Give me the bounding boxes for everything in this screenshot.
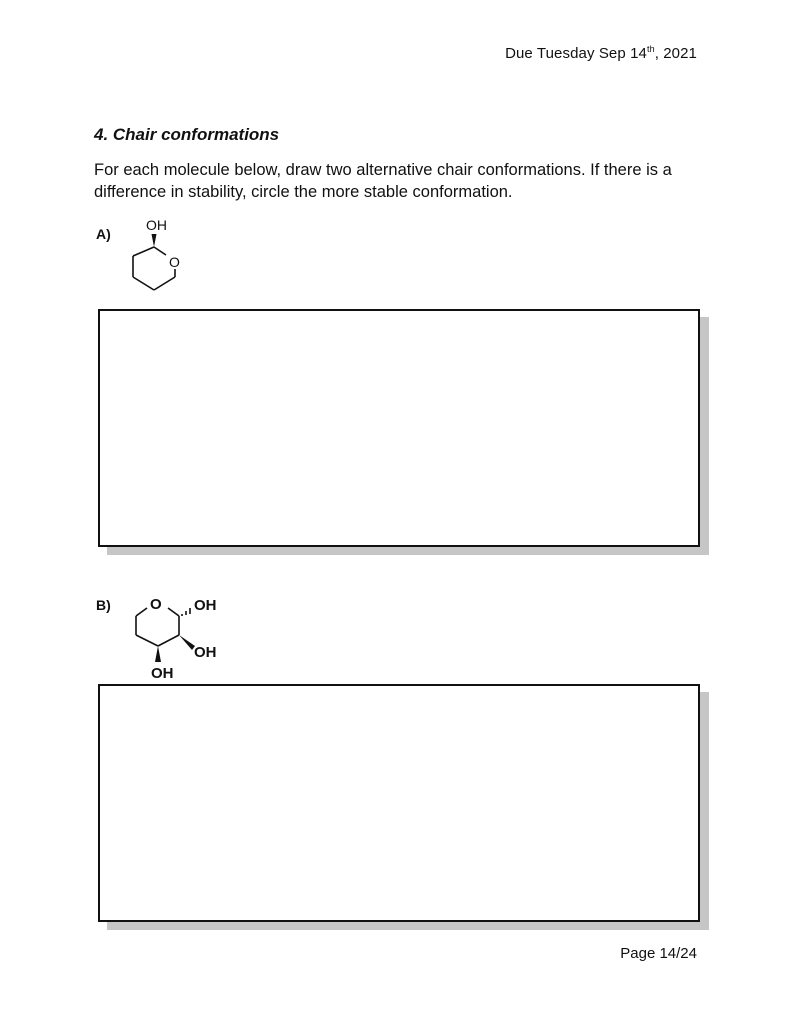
molecule-b-oh-bottom-label: OH	[151, 665, 174, 682]
answer-box-a[interactable]	[98, 309, 700, 547]
instructions: For each molecule below, draw two alternative chair conformations. If there is a difference in stability, circle the more stable conformation.	[94, 161, 672, 201]
molecule-a-oh-label: OH	[146, 217, 167, 233]
problem-b-label: B)	[96, 597, 111, 613]
due-date: Due Tuesday Sep 14th, 2021	[505, 44, 697, 62]
page-number: Page 14/24	[620, 945, 697, 962]
section-title: 4. Chair conformations	[94, 125, 280, 144]
answer-box-b[interactable]	[98, 684, 700, 922]
molecule-b-o-label: O	[150, 596, 162, 613]
molecule-b-oh-top-label: OH	[194, 597, 217, 614]
problem-a-label: A)	[96, 226, 111, 242]
molecule-b-structure	[124, 590, 234, 682]
molecule-a-structure	[124, 212, 194, 302]
molecule-b-oh-mid-label: OH	[194, 644, 217, 661]
molecule-a-o-label: O	[169, 254, 180, 270]
